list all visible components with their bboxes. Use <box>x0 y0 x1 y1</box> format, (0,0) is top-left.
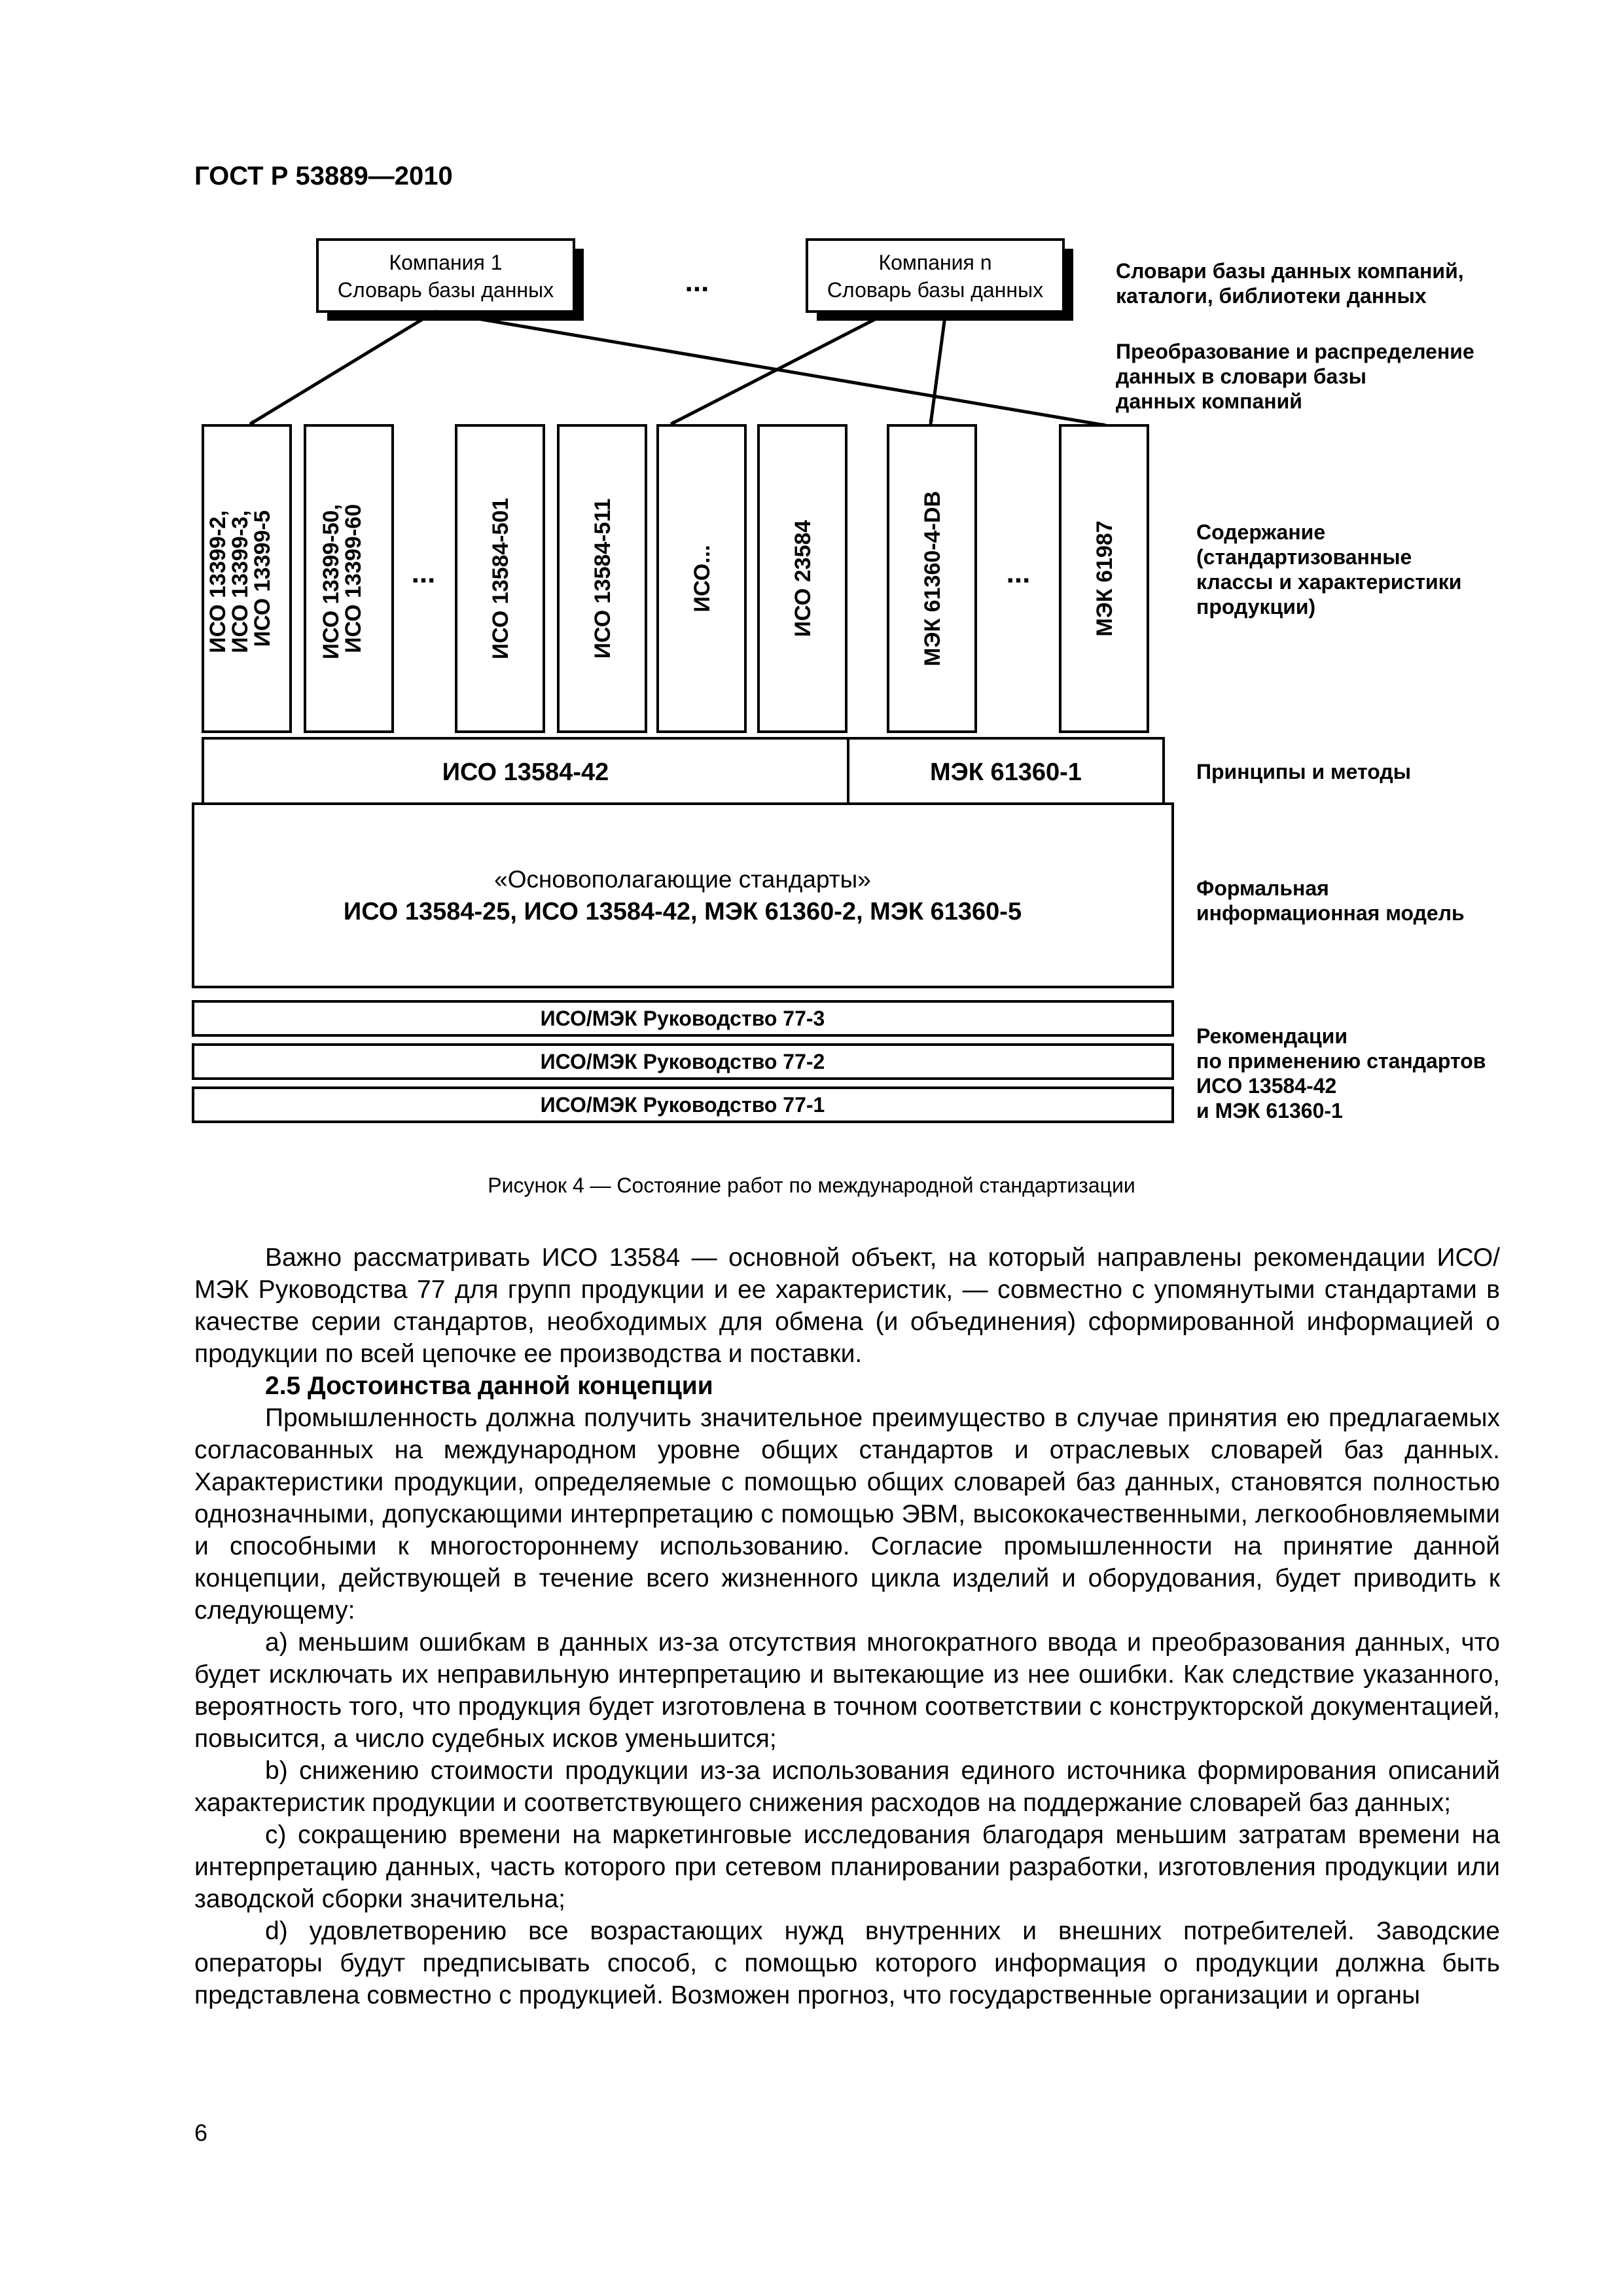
principles-iec: МЭК 61360-1 <box>930 759 1082 786</box>
label-content-1: Содержание <box>1196 520 1326 544</box>
column-1-line-1: ИСО 13399-2, <box>205 510 230 653</box>
section-heading-2-5: 2.5 Достоинства данной концепции <box>265 1372 713 1400</box>
foundation-list: ИСО 13584-25, ИСО 13584-42, МЭК 61360-2, МЭК 61360-5 <box>343 898 1022 925</box>
list-item-d: d) удовлетворению все возрастающих нужд внутренних и внешних потребителей. Заводские операторы будут предписывать способ, с помощью которого информация о продукции должна быть представлена совместно с продукцией. Возможен прогноз, что государственные организации и органы <box>194 1917 1500 2009</box>
company-n-subtitle: Словарь базы данных <box>827 278 1044 302</box>
guide-77-3: ИСО/МЭК Руководство 77-3 <box>540 1007 825 1030</box>
label-model-1: Формальная <box>1196 876 1329 900</box>
document-code: ГОСТ Р 53889—2010 <box>194 162 453 190</box>
arrow-companyn-to-iso13584-501 <box>671 312 890 424</box>
guides-stack <box>193 1001 1173 1122</box>
svg-text:ИСО 13399-2, ИСО 13399-3 <box>205 504 275 653</box>
label-dictionaries-2: каталоги, библиотеки данных <box>1116 284 1427 308</box>
guide-77-1: ИСО/МЭК Руководство 77-1 <box>540 1093 825 1117</box>
column-2-line-2: ИСО 13399-60 <box>341 504 366 653</box>
list-item-a: a) меньшим ошибкам в данных из-за отсутствия многократного ввода и преобразования данных, что будет исключать их неправильную интерпретацию и вытекающие из нее ошибки. Как следствие указанного, вероятность того, что продукция будет изготовлена в точном соответствии с конструкторской документацией, повысится, а число судебных исков уменьшится; <box>194 1628 1500 1753</box>
company-box-n <box>807 240 1073 321</box>
column-6-label: ИСО 23584 <box>791 520 815 637</box>
arrow-companyn-to-iec61360-4 <box>931 312 946 424</box>
body-text <box>194 1242 1500 2011</box>
label-transform-2: данных в словари базы <box>1116 365 1366 388</box>
column-ellipsis-1: ... <box>411 557 436 589</box>
column-1-line-2: ИСО 13399-3, <box>228 510 253 653</box>
label-transform-3: данных компаний <box>1116 389 1302 413</box>
company-box-1 <box>317 240 584 321</box>
arrow-company1-to-iec61987 <box>435 312 1106 425</box>
foundation-title: «Основополагающие стандарты» <box>494 866 871 893</box>
label-principles: Принципы и методы <box>1196 760 1412 783</box>
column-7-label: МЭК 61360-4-DB <box>920 491 945 666</box>
label-content-2: (стандартизованные <box>1196 545 1412 569</box>
label-recommendations-1: Рекомендации <box>1196 1024 1347 1048</box>
label-content-3: классы и характеристики <box>1196 570 1462 594</box>
company-1-subtitle: Словарь базы данных <box>337 278 554 302</box>
company-1-title: Компания 1 <box>389 251 503 274</box>
column-8-label: МЭК 61987 <box>1092 520 1117 637</box>
label-transform-1: Преобразование и распределение <box>1116 340 1474 363</box>
principles-iso: ИСО 13584-42 <box>442 759 609 786</box>
label-content-4: продукции) <box>1196 595 1316 619</box>
column-2-line-1: ИСО 13399-50, <box>319 504 344 660</box>
company-n-title: Компания n <box>878 251 992 274</box>
column-1-line-3: ИСО 13399-5 <box>250 510 275 647</box>
column-3-label: ИСО 13584-501 <box>488 497 513 660</box>
foundation-standards-box <box>193 804 1173 987</box>
label-dictionaries-1: Словари базы данных компаний, <box>1116 259 1464 283</box>
page-number: 6 <box>194 2119 208 2146</box>
column-ellipsis-2: ... <box>1006 557 1031 589</box>
list-item-c: c) сокращению времени на маркетинговые исследования благодаря меньшим затратам времени на интерпретацию данных, часть которого при сетевом планировании разработки, изготовления продукции или заводской сборки значительна; <box>194 1821 1500 1913</box>
label-recommendations-2: по применению стандартов <box>1196 1049 1486 1073</box>
arrow-company1-to-iso13399 <box>250 312 435 424</box>
label-recommendations-3: ИСО 13584-42 <box>1196 1074 1337 1098</box>
column-5-label: ИСО... <box>690 545 715 613</box>
list-item-b: b) снижению стоимости продукции из-за использования единого источника формирования описаний характеристик продукции и соответствующего снижения расходов на поддержание словарей баз данных; <box>194 1757 1500 1817</box>
label-recommendations-4: и МЭК 61360-1 <box>1196 1099 1343 1122</box>
svg-text:ИСО 13399-50, ИСО 13399- <box>319 498 366 660</box>
guide-77-2: ИСО/МЭК Руководство 77-2 <box>540 1050 825 1073</box>
paragraph-intro: Важно рассматривать ИСО 13584 — основной объект, на который направлены рекомендации ИСО/МЭК Руководства 77 для групп продукции и ее характеристик, — совместно с упомянутыми стандартами в качестве серии стандартов, необходимых для обмена (и объединения) сформированной информацией о продукции по всей цепочке ее производства и поставки. <box>194 1244 1500 1368</box>
figure-caption: Рисунок 4 — Состояние работ по международной стандартизации <box>488 1174 1135 1197</box>
company-ellipsis: ... <box>685 266 709 298</box>
label-model-2: информационная модель <box>1196 901 1465 925</box>
paragraph-advantages: Промышленность должна получить значительное преимущество в случае принятия ею предлагаемых согласованных на международном уровне общих стандартов и отраслевых словарей баз данных. Характеристики продукции, определяемые с помощью общих словарей баз данных, становятся полностью однозначными, допускающими интерпретацию с помощью ЭВМ, высококачественными, легкообновляемыми и способными к многостороннему использованию. Согласие промышленности на принятие данной концепции, действующей в течение всего жизненного цикла изделий и оборудования, будет приводить к следующему: <box>194 1404 1500 1624</box>
column-4-label: ИСО 13584-511 <box>590 498 615 659</box>
principles-bar <box>203 738 1164 804</box>
distribution-arrows <box>250 312 1106 425</box>
